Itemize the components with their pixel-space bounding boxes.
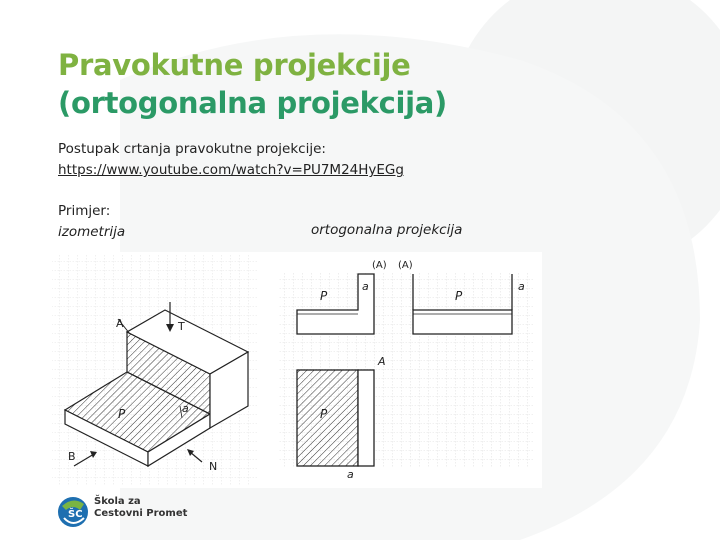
isometry-label: izometrija: [58, 224, 126, 240]
iso-label-B: B: [68, 450, 76, 463]
iso-label-a: a: [182, 402, 189, 415]
orthographic-drawing: [278, 260, 534, 481]
title-line-2: (ortogonalna projekcija): [58, 86, 447, 120]
logo-line-2: Cestovni Promet: [94, 508, 188, 519]
title-line-1: Pravokutne projekcije: [58, 48, 411, 82]
front-label-P: P: [320, 289, 328, 303]
logo-text: [94, 496, 187, 520]
example-block: [58, 201, 125, 243]
projection-figure: [50, 252, 542, 488]
logo-line-1: Škola za: [94, 496, 141, 507]
intro-block: [58, 139, 404, 181]
top-label-a: a: [347, 468, 354, 481]
example-label: Primjer:: [58, 203, 111, 219]
orthographic-label: ortogonalna projekcija: [311, 222, 463, 238]
side-label-P: P: [455, 289, 463, 303]
top-label-P: P: [320, 407, 328, 421]
iso-label-P: P: [118, 407, 126, 421]
svg-text:ŠC: ŠC: [68, 509, 83, 520]
top-label-A: A: [378, 355, 386, 368]
iso-label-N: N: [209, 460, 218, 473]
youtube-link[interactable]: https://www.youtube.com/watch?v=PU7M24HyEGg: [58, 162, 404, 178]
isometric-drawing: [52, 254, 257, 486]
slide-title: [58, 46, 447, 122]
intro-text: Postupak crtanja pravokutne projekcije:: [58, 141, 326, 157]
view-label-A-1: (A): [372, 260, 387, 271]
front-label-a: a: [362, 280, 369, 293]
view-label-A-2: (A): [398, 260, 413, 271]
side-label-a: a: [518, 280, 525, 293]
iso-label-A: A: [116, 317, 124, 330]
iso-label-T: T: [178, 320, 185, 333]
